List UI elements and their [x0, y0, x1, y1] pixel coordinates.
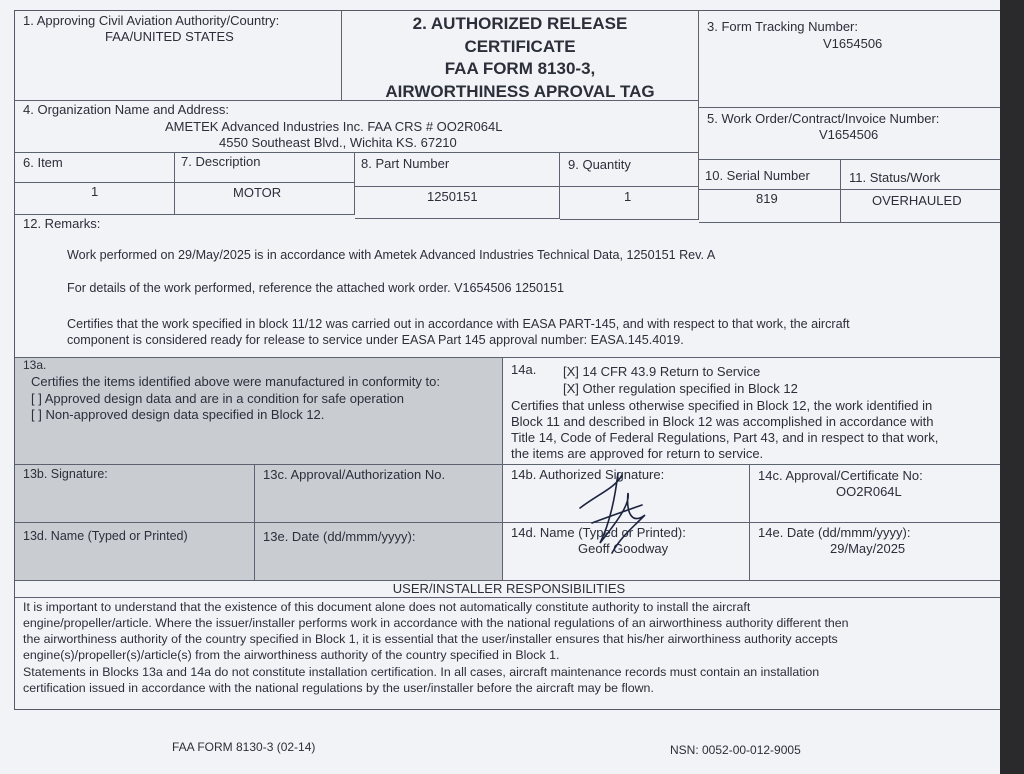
- form-number: FAA FORM 8130-3 (02-14): [172, 740, 316, 754]
- nsn-number: NSN: 0052-00-012-9005: [670, 743, 801, 757]
- block-13e-label: 13e. Date (dd/mmm/yyyy):: [263, 529, 416, 544]
- responsibilities-line-6: certification issued in accordance with the national regulations by the user/installer before the aircraft may be flown.: [23, 681, 654, 695]
- header-quantity-label: 9. Quantity: [568, 157, 631, 172]
- form-title-line-3: FAA FORM 8130-3,: [444, 59, 596, 78]
- block-14c: [750, 465, 1003, 523]
- remarks-line-1: Work performed on 29/May/2025 is in accordance with Ametek Advanced Industries Technical Data, 1250151 Rev. A: [67, 248, 716, 262]
- responsibilities-line-3: the airworthiness authority of the country specified in Block 1, it is essential that the user/installer ensures that his/her airworthiness authority accepts: [23, 632, 838, 646]
- handwritten-signature: [570, 463, 670, 563]
- block-14c-label: 14c. Approval/Certificate No:: [758, 468, 923, 483]
- block-13c-label: 13c. Approval/Authorization No.: [263, 467, 446, 482]
- block-3: [699, 11, 1003, 108]
- block-13a-line-1: Certifies the items identified above were manufactured in conformity to:: [31, 374, 440, 389]
- form-title-line-4: AIRWORTHINESS APROVAL TAG: [385, 81, 655, 101]
- remarks-line-4: component is considered ready for release to service under EASA Part 145 approval number: EASA.145.4019.: [67, 333, 684, 347]
- responsibilities-title: USER/INSTALLER RESPONSIBILITIES: [15, 581, 1003, 598]
- header-description-label: 7. Description: [181, 154, 261, 169]
- block-13a: [15, 358, 503, 465]
- authorized-name: Geoff Goodway: [578, 541, 669, 556]
- block-13c: [255, 465, 503, 523]
- header-part: [355, 153, 560, 187]
- quantity-value: 1: [624, 189, 632, 204]
- block-14e-label: 14e. Date (dd/mmm/yyyy):: [758, 525, 911, 540]
- description-value: MOTOR: [233, 185, 282, 200]
- block-13a-line-3: [ ] Non-approved design data specified in Block 12.: [31, 407, 325, 422]
- block-14b-label: 14b. Authorized Signature:: [511, 467, 665, 482]
- block-14a: [503, 358, 1003, 465]
- block-13a-line-2: [ ] Approved design data and are in a condition for safe operation: [31, 391, 404, 406]
- return-to-service-option: [X] 14 CFR 43.9 Return to Service: [563, 364, 761, 379]
- responsibilities-line-1: It is important to understand that the existence of this document alone does not automatically constitute authority to install the aircraft: [23, 600, 751, 614]
- user-installer-responsibilities: [15, 581, 1003, 709]
- organization-name: AMETEK Advanced Industries Inc. FAA CRS # OO2R064L: [165, 119, 503, 134]
- header-serial-label: 10. Serial Number: [705, 168, 810, 183]
- form-title-line-1: 2. AUTHORIZED RELEASE: [412, 14, 628, 33]
- header-status: [841, 160, 1003, 190]
- remarks-line-3: Certifies that the work specified in block 11/12 was carried out in accordance with EASA PART-145, and with respect to that work, the aircraft: [67, 317, 850, 331]
- block-14d-label: 14d. Name (Typed or Printed):: [511, 525, 686, 540]
- block-14a-line-2: Block 11 and described in Block 12 was accomplished in accordance with: [511, 414, 934, 429]
- block-13b-label: 13b. Signature:: [23, 467, 108, 481]
- work-order-number: V1654506: [819, 127, 879, 142]
- remarks-line-2: For details of the work performed, reference the attached work order. V1654506 1250151: [67, 281, 565, 295]
- header-status-label: 11. Status/Work: [849, 170, 941, 185]
- block-4: [15, 101, 699, 153]
- form-tracking-number: V1654506: [823, 36, 883, 51]
- block-1-label: 1. Approving Civil Aviation Authority/Country:: [23, 13, 280, 28]
- form-8130-3: [14, 10, 1004, 710]
- block-14a-line-3: Title 14, Code of Federal Regulations, Part 43, and in respect to that work,: [511, 430, 939, 445]
- block-1: [15, 11, 342, 101]
- block-14a-line-4: the items are approved for return to service.: [511, 446, 764, 461]
- form-title: [342, 13, 698, 103]
- block-13e: [255, 523, 503, 581]
- block-14e: [750, 523, 1003, 581]
- item-value: 1: [91, 184, 99, 199]
- row-description: [175, 183, 355, 215]
- header-part-label: 8. Part Number: [361, 156, 450, 171]
- approval-certificate-number: OO2R064L: [836, 484, 902, 499]
- block-13d-label: 13d. Name (Typed or Printed): [23, 529, 188, 543]
- header-description: [175, 153, 355, 183]
- responsibilities-line-2: engine/propeller/article. Where the issuer/installer performs work in accordance with the national regulations of an airworthiness authority different then: [23, 616, 849, 630]
- responsibilities-line-5: Statements in Blocks 13a and 14a do not constitute installation certification. In all cases, aircraft maintenance records must contain an installation: [23, 665, 820, 679]
- block-2: [342, 11, 699, 101]
- block-14a-line-1: Certifies that unless otherwise specified in Block 12, the work identified in: [511, 398, 933, 413]
- part-number-value: 1250151: [427, 189, 478, 204]
- serial-number-value: 819: [756, 191, 778, 206]
- remarks-label: 12. Remarks:: [23, 216, 101, 231]
- form-title-line-2: CERTIFICATE: [464, 36, 576, 56]
- status-value: OVERHAULED: [872, 193, 962, 208]
- block-13b: [15, 465, 255, 523]
- block-14a-label: 14a.: [511, 362, 537, 377]
- header-item: [15, 153, 175, 183]
- organization-address: 4550 Southeast Blvd., Wichita KS. 67210: [219, 135, 457, 150]
- block-13d: [15, 523, 255, 581]
- header-quantity: [560, 153, 699, 187]
- header-serial: [699, 160, 841, 190]
- header-item-label: 6. Item: [23, 155, 63, 170]
- responsibilities-line-4: engine(s)/propeller(s)/article(s) from the airworthiness authority of the country specified in Block 1.: [23, 648, 560, 662]
- block-3-label: 3. Form Tracking Number:: [707, 19, 858, 34]
- dark-background-edge: [1000, 0, 1024, 774]
- block-1-value: FAA/UNITED STATES: [105, 29, 234, 44]
- block-4-label: 4. Organization Name and Address:: [23, 102, 229, 117]
- block-12-remarks: [15, 215, 1003, 358]
- block-5: [699, 108, 1003, 160]
- block-13a-label: 13a.: [23, 358, 47, 372]
- other-regulation-option: [X] Other regulation specified in Block 12: [563, 381, 798, 396]
- block-5-label: 5. Work Order/Contract/Invoice Number:: [707, 111, 940, 126]
- row-item: [15, 183, 175, 215]
- release-date: 29/May/2025: [830, 541, 906, 556]
